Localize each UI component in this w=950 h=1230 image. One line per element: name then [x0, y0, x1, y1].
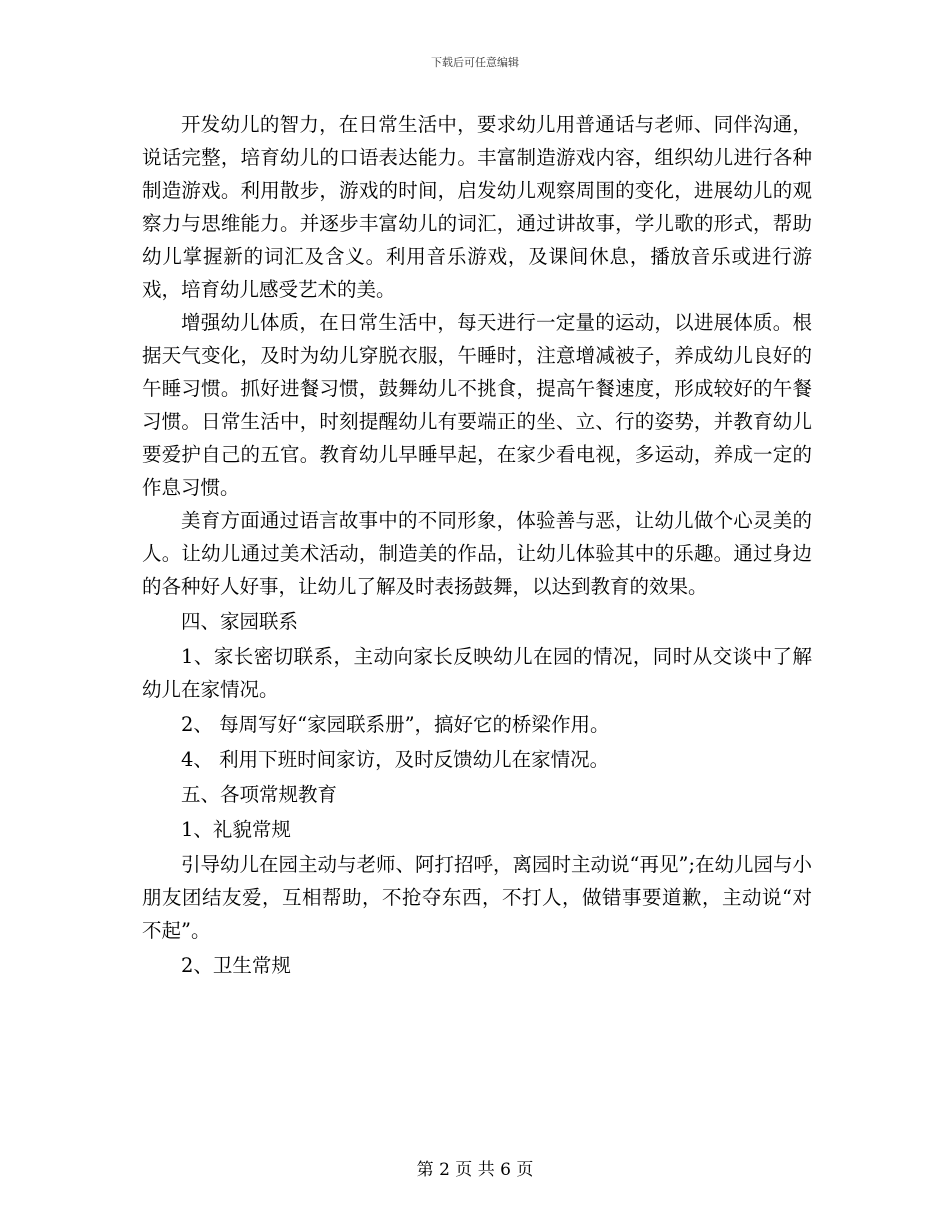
footer-total-pages: 6: [500, 1160, 511, 1180]
paragraph-manners: 引导幼儿在园主动与老师、阿打招呼，离园时主动说“再见”;在幼儿园与小朋友团结友爱，互相帮助，不抢夺东西，不打人，做错事要道歉，主动说“对不起”。: [142, 853, 813, 942]
list-item-contact-book: 2、 每周写好“家园联系册”，搞好它的桥梁作用。: [181, 713, 610, 736]
list-item-parent-contact: 1、家长密切联系，主动向家长反映幼儿在园的情况，同时从交谈中了解幼儿在家情况。: [142, 645, 812, 701]
subheading-hygiene: 2、卫生常规: [181, 954, 291, 977]
subheading-manners: 1、礼貌常规: [181, 818, 291, 841]
header-text: 下载后可任意编辑: [431, 56, 519, 69]
section-heading-home-school: 四、家园联系: [181, 610, 299, 633]
document-body: [142, 108, 812, 982]
section-heading-routine: 五、各项常规教育: [181, 783, 338, 806]
page-header: [0, 54, 950, 70]
footer-middle: 页 共: [455, 1160, 495, 1180]
footer-page-number: 2: [439, 1160, 450, 1180]
paragraph-intellect: 开发幼儿的智力，在日常生活中，要求幼儿用普通话与老师、同伴沟通，说话完整，培育幼儿的口语表达能力。丰富制造游戏内容，组织幼儿进行各种制造游戏。利用散步，游戏的时间，启发幼儿观察周围的变化，进展幼儿的观察力与思维能力。并逐步丰富幼儿的词汇，通过讲故事，学儿歌的形式，帮助幼儿掌握新的词汇及含义。利用音乐游戏，及课间休息，播放音乐或进行游戏，培育幼儿感受艺术的美。: [142, 113, 812, 301]
list-item-home-visit: 4、 利用下班时间家访，及时反馈幼儿在家情况。: [181, 748, 610, 771]
paragraph-physique: 增强幼儿体质，在日常生活中，每天进行一定量的运动，以进展体质。根据天气变化，及时为幼儿穿脱衣服，午睡时，注意增减被子，养成幼儿良好的午睡习惯。抓好进餐习惯，鼓舞幼儿不挑食，提高午餐速度，形成较好的午餐习惯。日常生活中，时刻提醒幼儿有要端正的坐、立、行的姿势，并教育幼儿要爱护自己的五官。教育幼儿早睡早起，在家少看电视，多运动，养成一定的作息习惯。: [142, 311, 812, 499]
page-footer: [0, 1155, 950, 1180]
footer-prefix: 第: [416, 1160, 434, 1180]
footer-suffix: 页: [516, 1160, 534, 1180]
paragraph-aesthetics: 美育方面通过语言故事中的不同形象，体验善与恶，让幼儿做个心灵美的人。让幼儿通过美术活动，制造美的作品，让幼儿体验其中的乐趣。通过身边的各种好人好事，让幼儿了解及时表扬鼓舞，以达到教育的效果。: [142, 509, 812, 598]
